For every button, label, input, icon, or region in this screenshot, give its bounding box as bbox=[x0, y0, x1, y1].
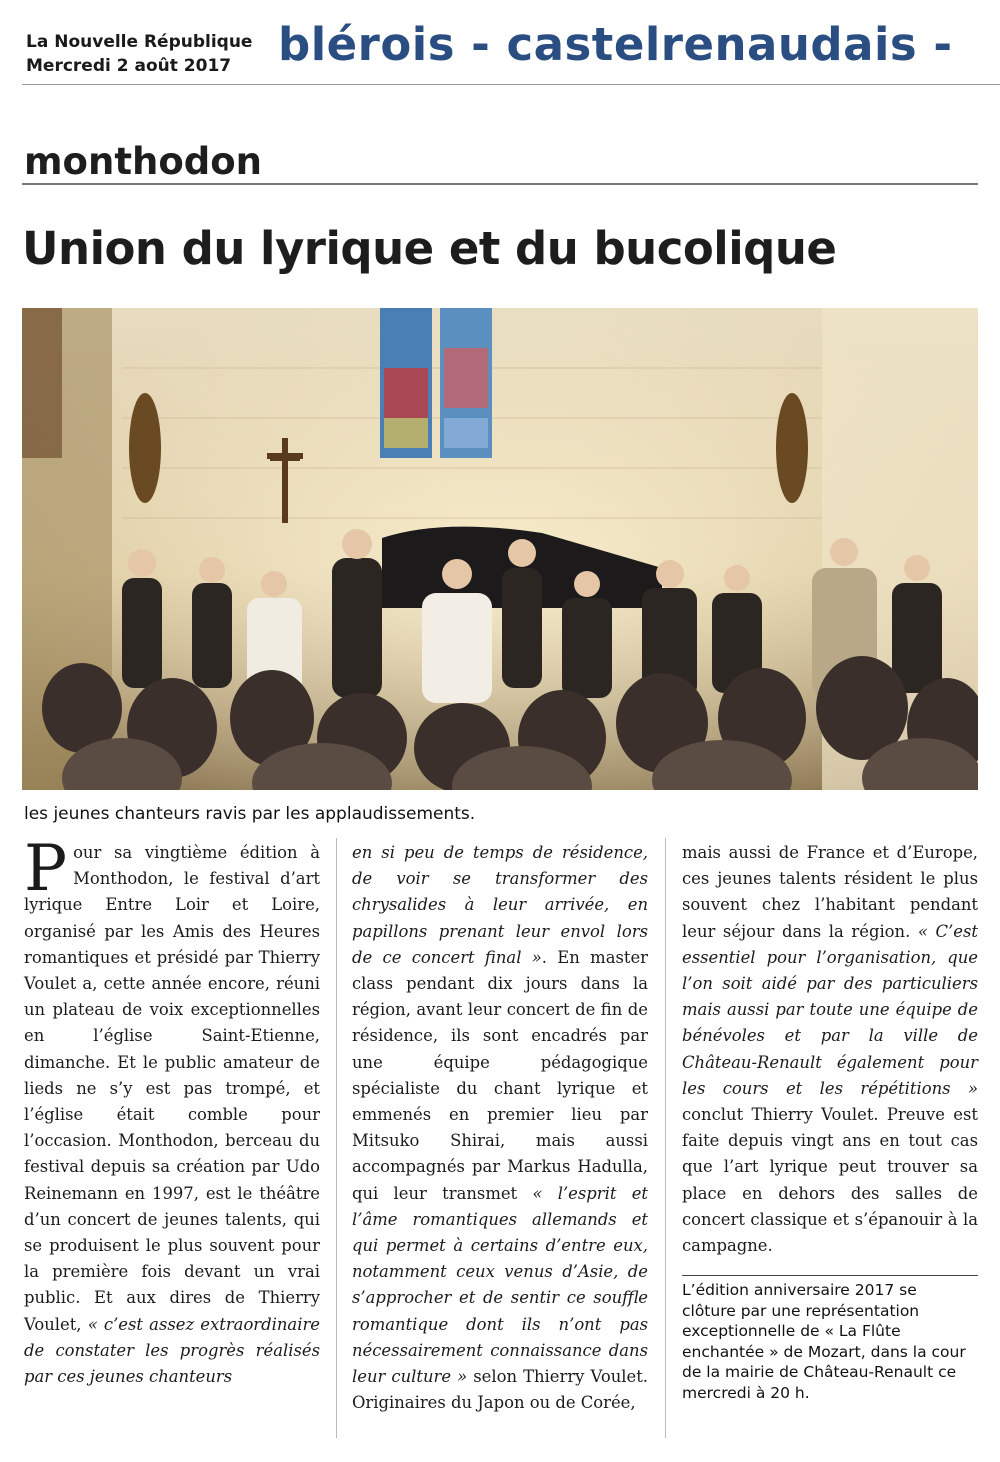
article-column-1 bbox=[24, 832, 320, 1390]
col3-text-1: mais aussi de France et d’Europe, ces jeunes talents résident le plus souvent chez l’habitant pendant leur séjour dans la région. bbox=[682, 843, 978, 941]
concert-photo-illustration bbox=[22, 308, 978, 790]
column-separator-1 bbox=[336, 838, 337, 1438]
edition-title: blérois - castelrenaudais - bbox=[278, 18, 953, 71]
column-separator-2 bbox=[665, 838, 666, 1438]
masthead-left bbox=[26, 30, 252, 78]
section-rule bbox=[22, 183, 978, 185]
paper-name: La Nouvelle République bbox=[26, 32, 253, 52]
col3-text-2: conclut Thierry Voulet. Preuve est faite depuis vingt ans en tout cas que l’art lyrique peut trouver sa place en dehors des salles de concert classique et s’épanouir à la campagne. bbox=[682, 1105, 978, 1256]
col2-quote-2: « l’esprit et l’âme romantiques allemands et qui permet à certains d’entre eux, notamment ceux venus d’Asie, de s’approcher et de sentir ce souffle romantique dont ils n’ont pas nécessairement connaissance dans leur culture » bbox=[352, 1183, 648, 1387]
col2-quote-1: en si peu de temps de résidence, de voir se transformer des chrysalides à leur arrivée, en papillons prenant leur envol lors de ce concert final » bbox=[352, 843, 648, 967]
drop-cap: P bbox=[24, 832, 68, 906]
article-column-2 bbox=[352, 840, 648, 1416]
issue-date: Mercredi 2 août 2017 bbox=[26, 56, 232, 76]
section-title: monthodon bbox=[24, 140, 263, 183]
col1-quote-1: « c’est assez extraordinaire de constater les progrès réalisés par ces jeunes chanteurs bbox=[24, 1314, 320, 1387]
sidebar-note: L’édition anniversaire 2017 se clôture par une représentation exceptionnelle de « La Flûte enchantée » de Mozart, dans la cour de la mairie de Château-Renault ce mercredi à 20 h. bbox=[682, 1281, 966, 1402]
col2-text-1: . En master class pendant dix jours dans la région, avant leur concert de fin de résidence, ils sont encadrés par une équipe pédagogique spécialiste du chant lyrique et emmenés en premier lieu par Mitsuko Shirai, mais aussi accompagnés par Markus Hadulla, qui leur transmet bbox=[352, 947, 648, 1203]
col2-text-2: selon Thierry Voulet. Originaires du Japon ou de Corée, bbox=[352, 1367, 648, 1413]
headline: Union du lyrique et du bucolique bbox=[22, 222, 837, 275]
article-column-3 bbox=[682, 840, 978, 1259]
col1-text-1: our sa vingtième édition à Monthodon, le festival d’art lyrique Entre Loir et Loire, organisé par les Amis des Heures romantiques et présidé par Thierry Voulet a, cette année encore, réuni un plateau de voix exceptionnelles en l’église Saint-Etienne, dimanche. Et le public amateur de lieds ne s’y est pas trompé, et l’église était comble pour l’occasion. Monthodon, berceau du festival depuis sa création par Udo Reinemann en 1997, est le théâtre d’un concert de jeunes talents, qui se produisent le plus souvent pour la première fois devant un vrai public. Et aux dires de Thierry Voulet, bbox=[24, 843, 320, 1334]
concert-photo bbox=[22, 308, 978, 790]
col3-quote-1: « C’est essentiel pour l’organisation, que l’on soit aidé par des particuliers mais aussi par toute une équipe de bénévoles et par la ville de Château-Renault également pour les cours et les répétitions » bbox=[682, 921, 978, 1098]
photo-caption: les jeunes chanteurs ravis par les applaudissements. bbox=[24, 804, 476, 824]
sidebar-rule bbox=[682, 1275, 978, 1276]
top-rule bbox=[22, 84, 1000, 85]
